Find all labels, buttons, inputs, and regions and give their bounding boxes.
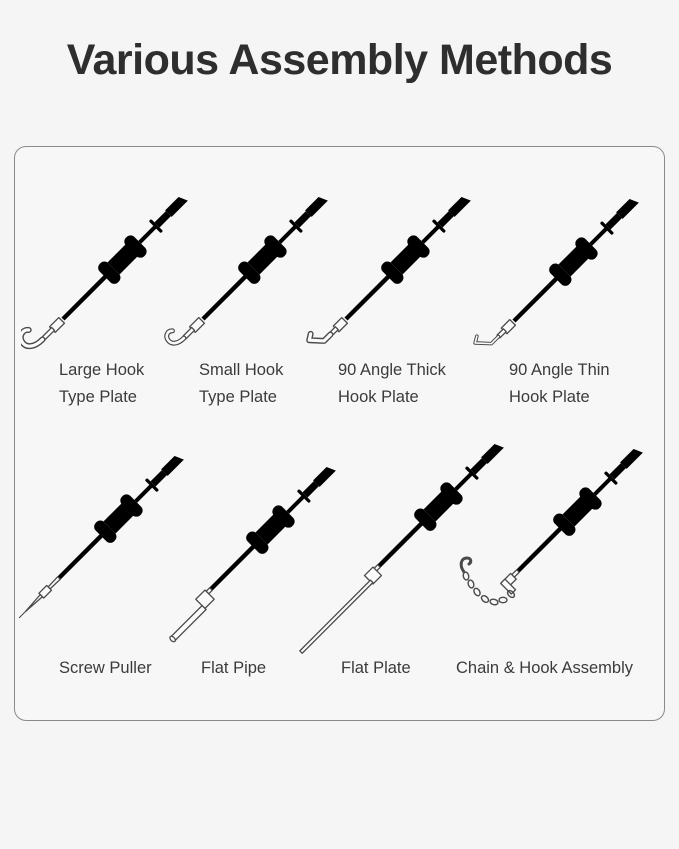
caption-line: Small Hook bbox=[199, 361, 284, 379]
caption-line: Type Plate bbox=[199, 388, 277, 406]
assembly-methods-panel bbox=[14, 146, 665, 721]
illustration-small-hook-type-plate-tool bbox=[161, 193, 333, 365]
illustration-chain-and-hook-assembly-tool bbox=[446, 426, 646, 626]
caption-line: 90 Angle Thin bbox=[509, 361, 610, 379]
caption-line: Hook Plate bbox=[338, 388, 419, 406]
illustration-large-hook-type-plate-tool bbox=[21, 193, 193, 365]
illustration-90-angle-thick-hook-plate-tool bbox=[304, 195, 476, 367]
caption-screw-puller: Screw Puller bbox=[59, 659, 152, 677]
caption-90-angle-thin-hook-plate bbox=[509, 357, 610, 411]
caption-line: Large Hook bbox=[59, 361, 145, 379]
caption-line: 90 Angle Thick bbox=[338, 361, 446, 379]
page-title: Various Assembly Methods bbox=[66, 36, 613, 84]
caption-line: Type Plate bbox=[59, 388, 137, 406]
caption-flat-pipe: Flat Pipe bbox=[201, 659, 267, 677]
caption-large-hook-type-plate bbox=[59, 357, 144, 411]
caption-chain-and-hook-assembly: Chain & Hook Assembly bbox=[456, 659, 633, 677]
illustration-90-angle-thin-hook-plate-tool bbox=[472, 197, 644, 369]
caption-90-angle-thick-hook-plate bbox=[338, 357, 446, 411]
caption-flat-plate: Flat Plate bbox=[341, 659, 411, 677]
illustration-flat-pipe-tool bbox=[161, 441, 343, 646]
illustration-screw-puller-tool bbox=[17, 456, 197, 634]
illustration-flat-plate-tool bbox=[289, 419, 514, 659]
caption-line: Hook Plate bbox=[509, 388, 590, 406]
caption-small-hook-type-plate bbox=[199, 357, 283, 411]
